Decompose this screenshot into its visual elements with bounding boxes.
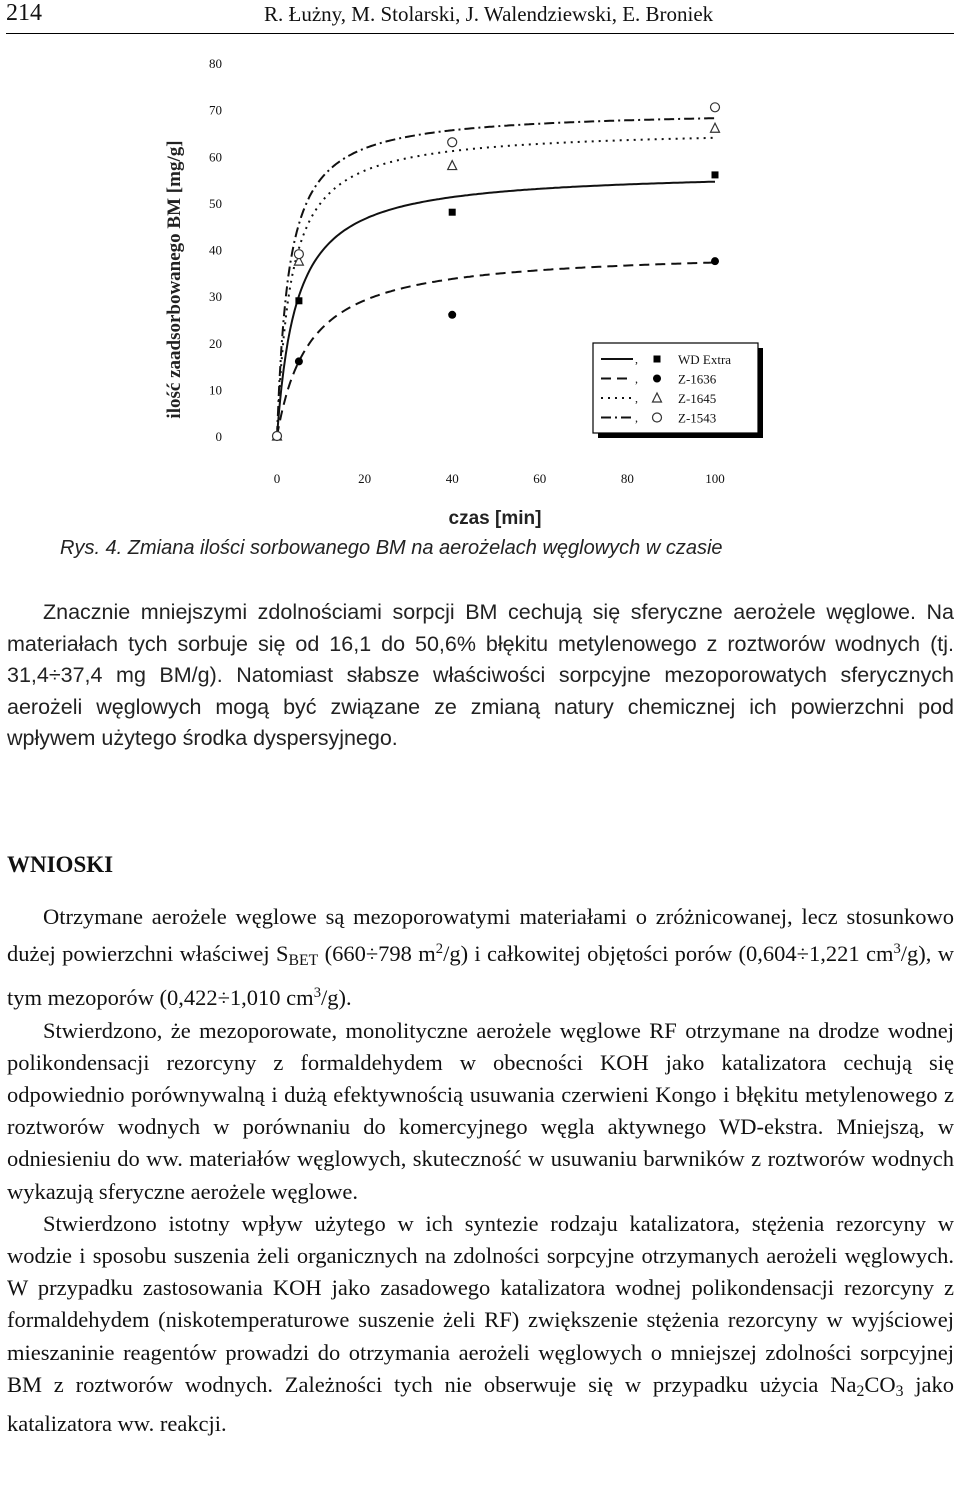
- data-point-Z-1543: [711, 103, 720, 112]
- y-tick-label: 80: [209, 56, 222, 71]
- x-tick-label: 80: [620, 471, 634, 486]
- y-axis-title: ilość zaadsorbowanego BM [mg/g]: [164, 140, 185, 419]
- data-point-WD Extra: [449, 209, 456, 216]
- paragraph-results: [7, 597, 954, 755]
- section-heading: WNIOSKI: [7, 852, 114, 877]
- data-point-Z-1636: [711, 257, 719, 265]
- legend-separator: ,: [635, 352, 638, 366]
- data-point-Z-1543: [294, 250, 303, 259]
- data-point-Z-1543: [273, 432, 282, 441]
- chart-axes: [164, 56, 725, 529]
- data-point-Z-1636: [448, 311, 456, 319]
- legend-separator: ,: [635, 371, 638, 386]
- y-tick-label: 60: [209, 149, 222, 165]
- data-point-WD Extra: [712, 171, 719, 178]
- y-tick-label: 0: [215, 429, 222, 444]
- header-rule: [6, 33, 954, 34]
- x-tick-label: 40: [445, 471, 459, 486]
- x-axis-title: czas [min]: [448, 508, 542, 529]
- data-point-Z-1645: [711, 123, 720, 132]
- figure-caption: Rys. 4. Zmiana ilości sorbowanego BM na aerożelach węglowych w czasie: [60, 537, 723, 559]
- legend-label-WD Extra: WD Extra: [678, 352, 732, 367]
- paragraph-conclusion-3: Stwierdzono istotny wpływ użytego w ich syntezie rodzaju katalizatora, stężenia rezorcyny w wodzie i sposobu suszenia żeli organicznych na zdolności sorpcyjne otrzymanych aerożeli węglowych. W przypadku zastosowania KOH jako zasadowego katalizatora wodnej polikondensacji rezorcyny z formaldehydem (niskotemperaturowe suszenie żeli RF) zwiększenie stężenia rezorcyny w wyjściowej mieszaninie reagentów prowadzi do otrzymania aerożeli węglowych o mniejszej zdolności sorpcyjnej BM z roztworów wodnych. Zależności tych nie obserwuje się w przypadku użycia $Na_2CO_3$ jako katalizatora ww. reakcji.: [7, 1210, 954, 1436]
- x-tick-label: 60: [533, 471, 547, 486]
- legend-separator: ,: [635, 410, 638, 425]
- page-header: [6, 0, 954, 34]
- data-point-WD Extra: [295, 297, 302, 304]
- y-tick-label: 30: [209, 289, 222, 305]
- x-tick-label: 0: [273, 471, 281, 486]
- y-tick-label: 20: [209, 335, 222, 351]
- y-tick-label: 50: [209, 195, 222, 211]
- legend-label-Z-1645: Z-1645: [678, 391, 717, 406]
- data-point-Z-1645: [448, 161, 457, 170]
- legend-marker: [653, 375, 661, 383]
- data-point-Z-1543: [448, 138, 457, 147]
- paragraph-conclusion-1: Otrzymane aerożele węglowe są mezoporowatymi materiałami o zróżnicowanej, lecz stosunkowo dużej powierzchni właściwej $S_{BET}$ (660÷798 $m^2/g$) i całkowitej objętości porów (0,604÷1,221 $cm^3/g$), w tym mezoporów (0,422÷1,010 $cm^3/g$).: [7, 904, 954, 1011]
- y-tick-label: 40: [209, 242, 222, 258]
- page-number: 214: [6, 0, 42, 26]
- legend-separator: ,: [635, 391, 638, 405]
- y-tick-label: 10: [209, 382, 222, 398]
- y-tick-label: 70: [209, 102, 222, 118]
- running-head-authors: R. Łużny, M. Stolarski, J. Walendziewski, E. Broniek: [264, 2, 714, 26]
- conclusions-body: [7, 901, 954, 1440]
- legend-marker: [653, 413, 662, 422]
- data-point-Z-1636: [295, 357, 303, 365]
- legend-box: [593, 343, 758, 433]
- chart-legend: [593, 343, 763, 438]
- legend-label-Z-1636: Z-1636: [678, 371, 717, 387]
- paragraph-text: Znacznie mniejszymi zdolnościami sorpcji BM cechują się sferyczne aerożele węglowe. Na materiałach tych sorbuje się od 16,1 do 50,6% błękitu metylenowego z roztworów wodnych (tj. 31,4÷37,4 mg BM/g). Natomiast słabsze właściwości sorpcyjne mezoporowatych sferycznych aerożeli węglowych mogą być związane ze zmianą natury chemicznej ich powierzchni pod wpływem użytego środka dyspersyjnego.: [7, 600, 954, 750]
- legend-marker: [654, 356, 661, 363]
- legend-label-Z-1543: Z-1543: [678, 410, 717, 426]
- sorption-chart: [150, 48, 780, 530]
- x-tick-label: 100: [705, 471, 725, 486]
- x-tick-label: 20: [358, 471, 372, 486]
- paragraph-conclusion-2: Stwierdzono, że mezoporowate, monolityczne aerożele węglowe RF otrzymane na drodze wodnej polikondensacji rezorcyny z formaldehydem w obecności KOH jako katalizatora cechują się odpowiednio porównywalną i dużą efektywnością usuwania czerwieni Kongo i błękitu metylenowego z roztworów wodnych w porównaniu do komercyjnego węgla aktywnego WD-ekstra. Mniejszą, w odniesieniu do ww. materiałów węglowych, skuteczność w usuwaniu barwników z roztworów wodnych wykazują sferyczne aerożele węglowe.: [7, 1017, 954, 1204]
